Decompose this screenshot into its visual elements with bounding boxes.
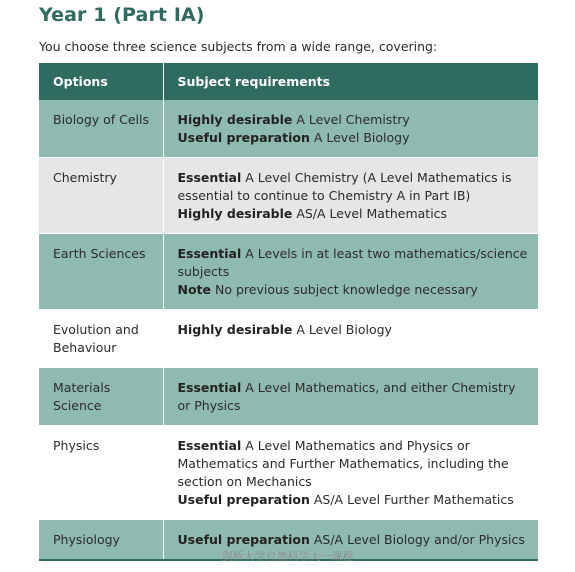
requirement-text: A Level Chemistry [292,112,410,127]
requirements-cell [163,426,538,520]
requirements-cell [163,310,538,368]
option-name: Physics [39,426,163,520]
requirements-cell [163,368,538,426]
page-title: Year 1 (Part IA) [39,4,205,26]
requirement-text: A Level Chemistry (A Level Mathematics is essential to continue to Chemistry A in Part IB) [177,170,512,203]
table-row [39,158,538,234]
option-name: Biology of Cells [39,100,163,158]
requirement-text: A Level Mathematics and Physics or Mathematics and Further Mathematics, including the section on Mechanics [177,438,509,489]
requirement-line [178,169,529,205]
requirement-line [178,531,529,549]
requirement-key: Essential [177,246,242,261]
requirement-line [178,245,529,281]
requirement-key: Highly desirable [177,112,293,127]
option-name: Earth Sciences [39,234,163,310]
requirement-line [178,111,529,129]
requirement-line [178,437,529,491]
option-name: Physiology [39,520,163,561]
requirements-cell [163,234,538,310]
requirements-table-wrapper [39,63,538,561]
table-row [39,310,538,368]
option-name: Materials Science [39,368,163,426]
requirement-key: Essential [177,438,242,453]
requirement-text: A Level Biology [309,130,410,145]
requirement-line [178,281,529,299]
requirement-key: Highly desirable [177,322,293,337]
requirement-text: No previous subject knowledge necessary [211,282,478,297]
requirements-table [39,63,538,561]
requirement-key: Useful preparation [177,130,310,145]
requirement-key: Essential [177,170,242,185]
option-name: Evolution and Behaviour [39,310,163,368]
requirements-cell [163,158,538,234]
requirement-key: Essential [177,380,242,395]
column-header-subject-requirements: Subject requirements [163,63,538,100]
table-row [39,368,538,426]
watermark-caption: 剑桥大学自然科学大一课程 [221,550,354,563]
requirement-text: A Level Biology [292,322,392,337]
intro-text: You choose three science subjects from a wide range, covering: [39,39,438,54]
table-row [39,426,538,520]
requirement-text: AS/A Level Further Mathematics [309,492,514,507]
requirement-line [178,379,529,415]
requirements-cell [163,100,538,158]
requirement-line [178,129,529,147]
requirement-key: Highly desirable [177,206,293,221]
table-row [39,234,538,310]
requirement-text: AS/A Level Biology and/or Physics [309,532,525,547]
requirement-text: A Levels in at least two mathematics/science subjects [177,246,528,279]
option-name: Chemistry [39,158,163,234]
requirement-key: Note [177,282,212,297]
requirement-line [178,205,529,223]
requirement-text: A Level Mathematics, and either Chemistry or Physics [177,380,516,413]
column-header-options: Options [39,63,163,100]
requirement-line [178,491,529,509]
requirement-key: Useful preparation [177,492,310,507]
table-header-row [39,63,538,100]
requirement-text: AS/A Level Mathematics [292,206,448,221]
table-row [39,100,538,158]
requirement-key: Useful preparation [177,532,310,547]
requirement-line [178,321,529,339]
